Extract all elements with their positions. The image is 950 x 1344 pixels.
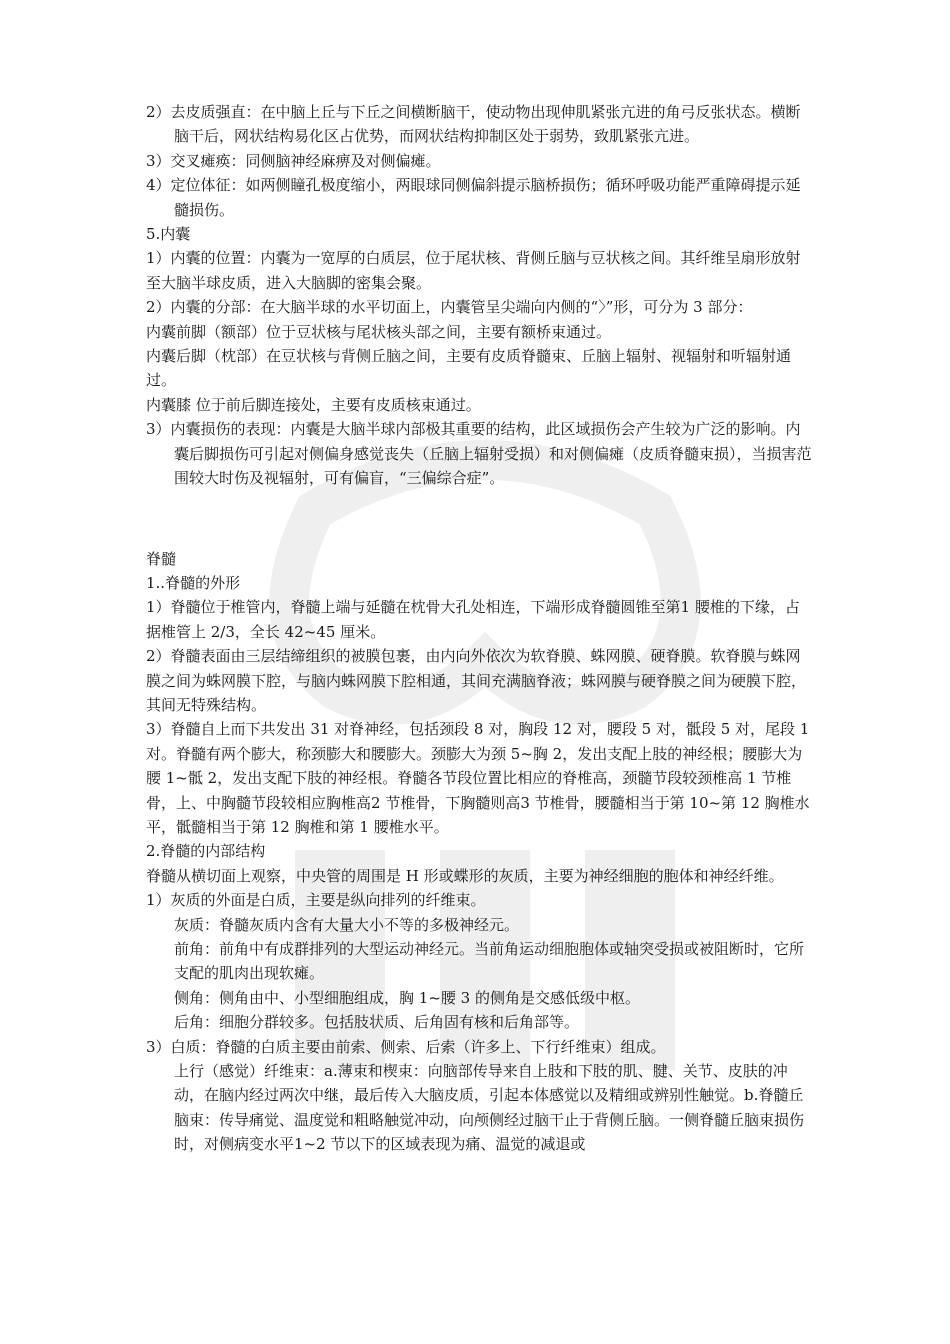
paragraph-white-matter-intro: 1）灰质的外面是白质，主要是纵向排列的纤维束。	[146, 891, 486, 910]
section-heading-external-form: 1..脊髓的外形	[146, 573, 241, 592]
paragraph-spinal-nerves: 3）脊髓自上而下共发出 31 对脊神经，包括颈段 8 对，胸段 12 对，腰段 5 对，骶段 5 对，尾段 1 对。脊髓有两个膨大，称颈膨大和腰膨大。颈膨大为颈 5~胸 2，发出支配上肢的神经根；腰膨大为腰 1~骶 2，发出支配下肢的神经根。脊髓各节段位置比相应的脊椎高，颈髓节段较颈椎高 1 节椎骨，上、中胸髓节段较相应胸椎高2 节椎骨，下胸髓则高3 节椎骨，腰髓相当于第 10~第 12 胸椎水平，骶髓相当于第 12 胸椎和第 1 腰椎水平。	[146, 720, 810, 836]
list-number: 3）	[146, 151, 171, 170]
paragraph-text: 内囊损伤的表现：内囊是大脑半球内部极其重要的结构，此区域损伤会产生较为广泛的影响。内囊后脚损伤可引起对侧偏身感觉丧失（丘脑上辐射受损）和对侧偏瘫（皮质脊髓束损），当损害范围较大时伤及视辐射，可有偏盲，“三偏综合症”。	[170, 420, 812, 488]
paragraph-anterior-limb: 内囊前脚（额部）位于豆状核与尾状核头部之间，主要有额桥束通过。	[146, 322, 612, 341]
paragraph-spinal-meninges: 2）脊髓表面由三层结缔组织的被膜包裹，由内向外依次为软脊膜、蛛网膜、硬脊膜。软脊膜与蛛网膜之间为蛛网膜下腔，与脑内蛛网膜下腔相通，其间充满脑脊液；蛛网膜与硬脊膜之间为硬膜下腔，其间无特殊结构。	[146, 647, 807, 714]
document-body	[146, 100, 812, 1157]
paragraph-text: 白质：脊髓的白质主要由前索、侧索、后索（许多上、下行纤维束）组成。	[170, 1037, 666, 1056]
paragraph-capsule-divisions: 2）内囊的分部：在大脑半球的水平切面上，内囊管呈尖端向内侧的“〉”形，可分为 3 部分：	[146, 298, 753, 317]
section-heading-internal-capsule: 5.内囊	[146, 225, 191, 244]
paragraph-text: 定位体征：如两侧瞳孔极度缩小，两眼球同侧偏斜提示脑桥损伤；循环呼吸功能严重障碍提示延髓损伤。	[170, 176, 801, 219]
list-number: 3）	[146, 1037, 171, 1056]
list-number: 3）	[146, 420, 171, 439]
list-item-decerebrate-rigidity	[146, 100, 812, 149]
paragraph-anterior-horn: 前角：前角中有成群排列的大型运动神经元。当前角运动细胞胞体或轴突受损或被阻断时，它所支配的肌肉出现软瘫。	[174, 940, 805, 983]
paragraph-text: 去皮质强直：在中脑上丘与下丘之间横断脑干，使动物出现伸肌紧张亢进的角弓反张状态。横断脑干后，网状结构易化区占优势，而网状结构抑制区处于弱势，致肌紧张亢进。	[170, 103, 801, 146]
section-title-spinal-cord: 脊髓	[146, 549, 177, 568]
section-spacer	[146, 491, 812, 547]
paragraph-text: 交叉瘫痪：同侧脑神经麻痹及对侧偏瘫。	[170, 151, 441, 170]
paragraph-cross-section: 脊髓从横切面上观察，中央管的周围是 H 形或蝶形的灰质，主要为神经细胞的胞体和神经纤维。	[146, 866, 784, 885]
list-item-localizing-signs	[146, 173, 812, 222]
paragraph-spinal-location: 1）脊髓位于椎管内，脊髓上端与延髓在枕骨大孔处相连，下端形成脊髓圆锥至第1 腰椎的下缘，占据椎管上 2/3，全长 42~45 厘米。	[146, 598, 800, 641]
list-item-white-matter	[146, 1035, 812, 1059]
paragraph-genu: 内囊膝 位于前后脚连接处，主要有皮质核束通过。	[146, 395, 481, 414]
list-number: 2）	[146, 103, 171, 121]
paragraph-ascending-tracts: 上行（感觉）纤维束：a.薄束和楔束：向脑部传导来自上肢和下肢的肌、腱、关节、皮肤的冲动，在脑内经过两次中继，最后传入大脑皮质，引起本体感觉以及精细或辨别性触觉。b.脊髓丘脑束：传导痛觉、温度觉和粗略触觉冲动，向颅侧经过脑干止于背侧丘脑。一侧脊髓丘脑束损伤时，对侧病变水平1~2 节以下的区域表现为痛、温觉的减退或	[174, 1062, 805, 1154]
paragraph-gray-matter: 灰质：脊髓灰质内含有大量大小不等的多极神经元。	[174, 915, 520, 934]
paragraph-capsule-position: 1）内囊的位置：内囊为一宽厚的白质层，位于尾状核、背侧丘脑与豆状核之间。其纤维呈扇形放射至大脑半球皮质，进入大脑脚的密集会聚。	[146, 249, 801, 292]
paragraph-posterior-horn: 后角：细胞分群较多。包括肢状质、后角固有核和后角部等。	[174, 1013, 580, 1032]
list-item-capsule-lesion	[146, 417, 812, 490]
paragraph-posterior-limb: 内囊后脚（枕部）在豆状核与背侧丘脑之间，主要有皮质脊髓束、丘脑上辐射、视辐射和听辐射通过。	[146, 347, 792, 390]
section-heading-internal-structure: 2.脊髓的内部结构	[146, 842, 266, 861]
list-item-crossed-paralysis	[146, 149, 812, 173]
list-number: 4）	[146, 176, 171, 195]
paragraph-lateral-horn: 侧角：侧角由中、小型细胞组成，胸 1~腰 3 的侧角是交感低级中枢。	[174, 988, 640, 1007]
